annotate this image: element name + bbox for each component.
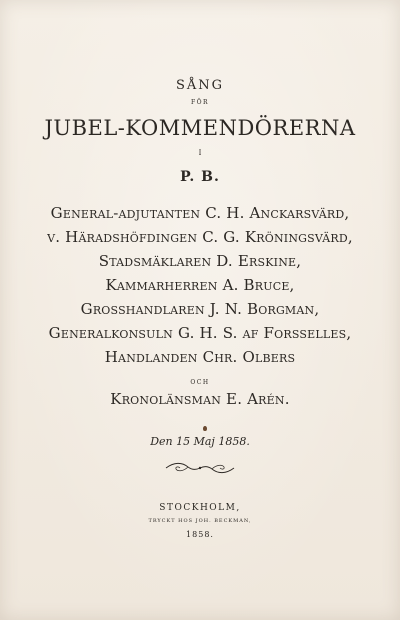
honoree-line: Stadsmäklaren D. Erskine, [98,252,302,270]
honoree-line: v. Häradshöfdingen C. G. Kröningsvärd, [47,228,353,246]
preposition-label: FÖR [190,99,210,106]
date-line: Den 15 Maj 1858. [150,435,250,448]
imprint-printer: TRYCKT HOS JOH. BECKMAN, [148,518,252,524]
honoree-line: General-adjutanten C. H. Anckarsvärd, [50,204,350,222]
order-abbreviation: P. B. [180,169,220,185]
honoree-line: Handlanden Chr. Olbers [104,348,296,366]
honoree-line: Generalkonsuln G. H. S. af Forsselles, [48,324,352,342]
ink-speck [203,426,207,431]
song-heading: SÅNG [175,78,225,93]
honoree-line: Kammarherren A. Bruce, [105,276,295,294]
honoree-line: Grosshandlaren J. N. Borgman, [80,300,320,318]
in-word: I [198,149,202,157]
imprint-city: STOCKHOLM, [159,503,241,513]
imprint-year: 1858. [186,530,214,539]
last-honoree-line: Kronolänsman E. Arén. [110,390,290,408]
conjunction-label: OCH [190,379,210,386]
document-title: JUBEL-KOMMENDÖRERNA [44,116,356,140]
flourish-ornament-icon [164,461,236,475]
